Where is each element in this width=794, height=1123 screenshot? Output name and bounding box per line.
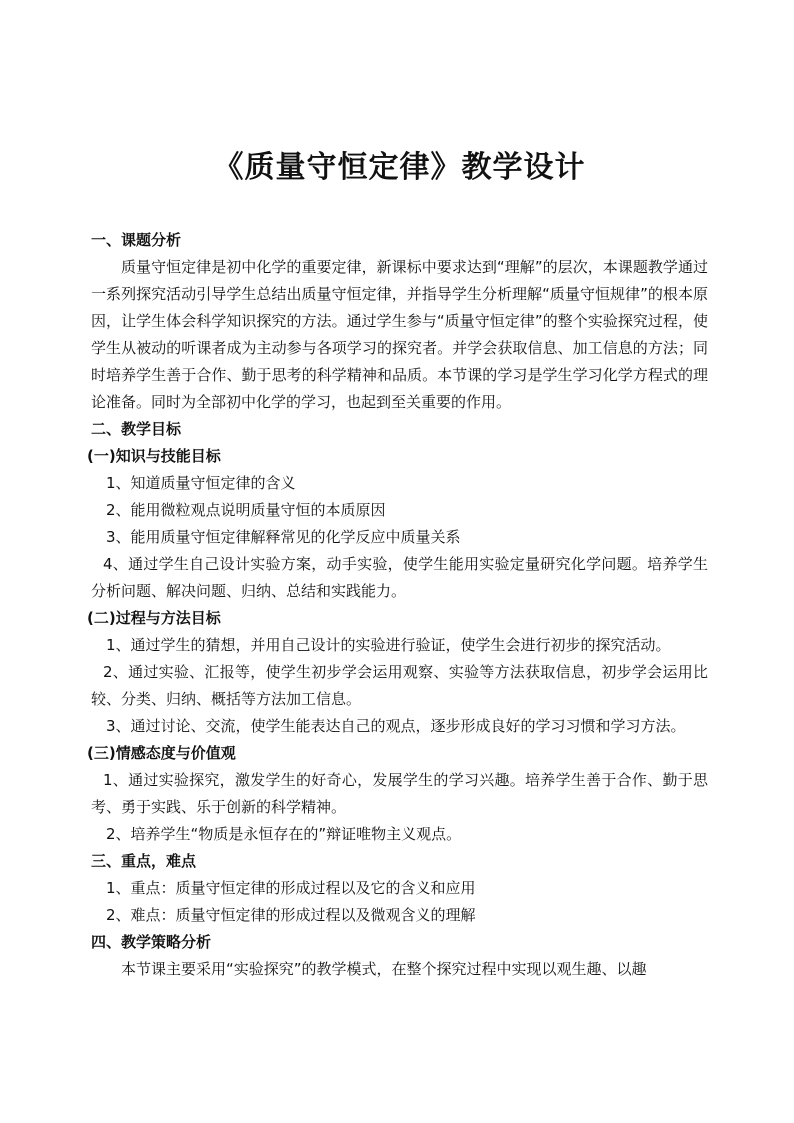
emotion-value-item-1: 1、通过实验探究，激发学生的好奇心，发展学生的学习兴趣。培养学生善于合作、勤于思考、勇于实践、乐于创新的科学精神。 — [91, 771, 708, 816]
document-body — [87, 148, 708, 983]
emotion-value-item-2: 2、培养学生“物质是永恒存在的”辩证唯物主义观点。 — [106, 825, 462, 843]
section-heading-key-difficult-points: 三、重点，难点 — [91, 852, 197, 870]
subheading-process-methods: (二)过程与方法目标 — [87, 609, 221, 627]
process-method-item-1: 1、通过学生的猜想，并用自己设计的实验进行验证，使学生会进行初步的探究活动。 — [106, 636, 671, 654]
section-heading-teaching-goals: 二、教学目标 — [91, 420, 182, 438]
process-method-item-3: 3、通过讨论、交流，使学生能表达自己的观点，逐步形成良好的学习习惯和学习方法。 — [106, 717, 686, 735]
knowledge-skill-item-4: 4、通过学生自己设计实验方案，动手实验，使学生能用实验定量研究化学问题。培养学生分析问题、解决问题、归纳、总结和实践能力。 — [91, 555, 708, 600]
strategy-analysis-paragraph: 本节课主要采用“实验探究”的教学模式，在整个探究过程中实现以观生趣、以趣 — [121, 960, 647, 978]
subheading-emotion-values: (三)情感态度与价值观 — [87, 744, 236, 762]
difficult-point-item: 2、难点：质量守恒定律的形成过程以及微观含义的理解 — [106, 906, 476, 924]
knowledge-skill-item-2: 2、能用微粒观点说明质量守恒的本质原因 — [106, 501, 386, 519]
knowledge-skill-item-1: 1、知道质量守恒定律的含义 — [106, 474, 296, 492]
course-analysis-paragraph: 质量守恒定律是初中化学的重要定律，新课标中要求达到“理解”的层次，本课题教学通过一系列探究活动引导学生总结出质量守恒定律，并指导学生分析理解“质量守恒规律”的根本原因，让学生体会科学知识探究的方法。通过学生参与“质量守恒定律”的整个实验探究过程，使学生从被动的听课者成为主动参与各项学习的探究者。并学会获取信息、加工信息的方法；同时培养学生善于合作、勤于思考的科学精神和品质。本节课的学习是学生学习化学方程式的理论准备。同时为全部初中化学的学习，也起到至关重要的作用。 — [91, 258, 708, 411]
key-point-item: 1、重点：质量守恒定律的形成过程以及它的含义和应用 — [106, 879, 476, 897]
subheading-knowledge-skills: (一)知识与技能目标 — [87, 447, 221, 465]
document-title: 《质量守恒定律》教学设计 — [213, 150, 586, 185]
section-heading-course-analysis: 一、课题分析 — [91, 231, 182, 249]
knowledge-skill-item-3: 3、能用质量守恒定律解释常见的化学反应中质量关系 — [106, 528, 461, 546]
section-heading-strategy-analysis: 四、教学策略分析 — [91, 933, 212, 951]
process-method-item-2: 2、通过实验、汇报等，使学生初步学会运用观察、实验等方法获取信息，初步学会运用比较、分类、归纳、概括等方法加工信息。 — [91, 663, 708, 708]
